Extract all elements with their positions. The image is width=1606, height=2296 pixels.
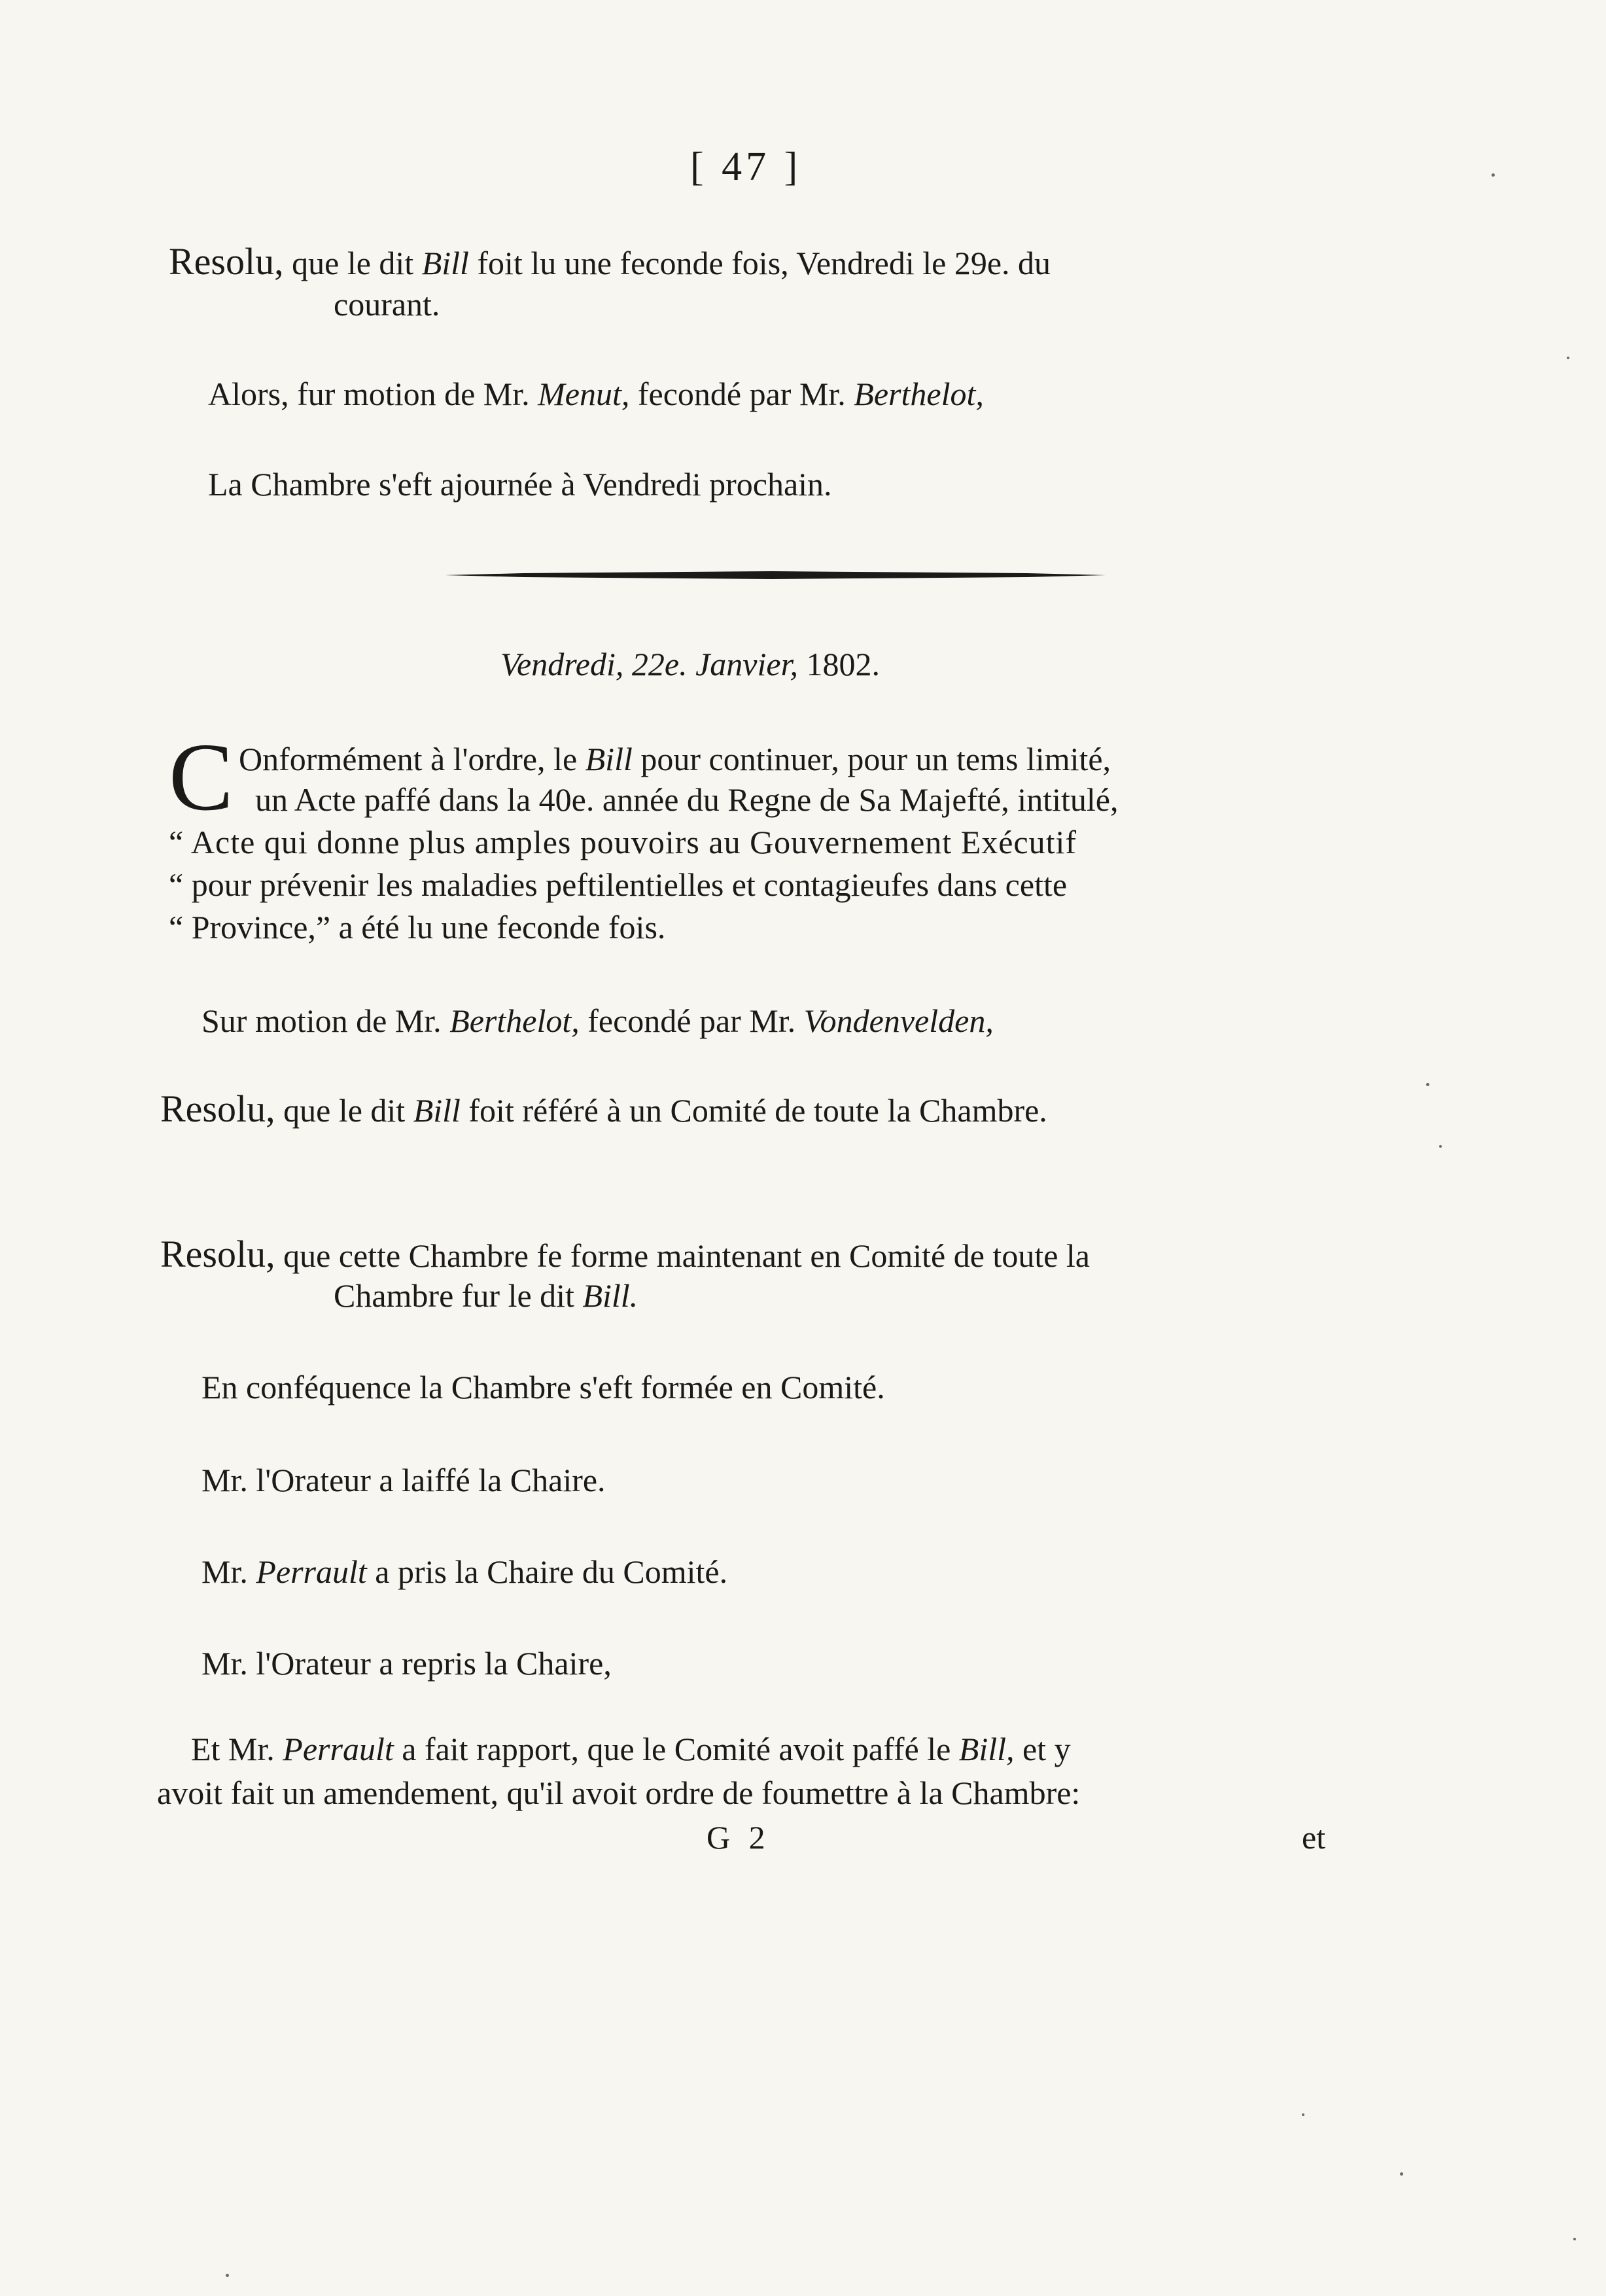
resolu-label: Resolu, bbox=[169, 240, 284, 283]
paper-speck bbox=[226, 2274, 229, 2277]
resolu-label: Resolu, bbox=[160, 1087, 275, 1130]
date-day: Vendredi, bbox=[500, 646, 624, 682]
resolution-2-text-b: foit référé à un Comité de toute la Chambre. bbox=[460, 1092, 1047, 1129]
resolution-2 bbox=[160, 1089, 1047, 1130]
report-line-2: avoit fait un amendement, qu'il avoit ordre de foumettre à la Chambre: bbox=[157, 1775, 1081, 1811]
paragraph-line-1-b: pour continuer, pour un tems limité, bbox=[632, 741, 1111, 777]
motion-1 bbox=[208, 374, 984, 414]
motion-2-text-b: fecondé par Mr. bbox=[579, 1002, 804, 1039]
paper-speck bbox=[1439, 1145, 1442, 1148]
mover-name: Berthelot, bbox=[449, 1002, 580, 1039]
bill-word: Bill bbox=[413, 1092, 461, 1129]
drop-cap: C bbox=[169, 724, 234, 831]
resolution-1-text-a: que le dit bbox=[292, 245, 422, 281]
motion-1-text-b: fecondé par Mr. bbox=[629, 376, 854, 412]
paragraph-line-1 bbox=[239, 739, 1111, 779]
resolu-label: Resolu, bbox=[160, 1233, 275, 1275]
seconder-name: Vondenvelden, bbox=[803, 1002, 994, 1039]
paper-speck bbox=[1567, 357, 1569, 359]
resolution-3-text-b: Chambre fur le dit bbox=[334, 1277, 583, 1314]
report-line-1-c: et y bbox=[1014, 1731, 1071, 1767]
paragraph-line-5: “ Province,” a été lu une feconde fois. bbox=[169, 909, 666, 945]
motion-2-text-a: Sur motion de Mr. bbox=[201, 1002, 450, 1039]
proceeding-2: Mr. l'Orateur a laiffé la Chaire. bbox=[201, 1462, 606, 1498]
reporter-name: Perrault bbox=[283, 1731, 394, 1767]
resolution-1 bbox=[169, 242, 1051, 283]
section-rule bbox=[445, 571, 1106, 580]
page-number: [ 47 ] bbox=[690, 145, 802, 189]
proceeding-3-b: a pris la Chaire du Comité. bbox=[366, 1553, 728, 1590]
paragraph-line-2: un Acte paffé dans la 40e. année du Regne de Sa Majefté, intitulé, bbox=[255, 781, 1119, 818]
seconder-name: Berthelot, bbox=[854, 376, 984, 412]
paper-speck bbox=[1426, 1083, 1429, 1086]
proceeding-1: En conféquence la Chambre s'eft formée en Comité. bbox=[201, 1369, 885, 1405]
resolution-3 bbox=[160, 1235, 1090, 1275]
bill-word: Bill bbox=[421, 245, 469, 281]
date-year: 1802. bbox=[797, 646, 880, 682]
paper-speck bbox=[1573, 2238, 1576, 2240]
paper-speck bbox=[1302, 2113, 1304, 2116]
resolution-2-text-a: que le dit bbox=[283, 1092, 413, 1129]
date-number: 22e. bbox=[623, 646, 696, 682]
date-month: Janvier, bbox=[695, 646, 798, 682]
bill-word: Bill bbox=[585, 741, 633, 777]
resolution-3-continued bbox=[334, 1276, 638, 1315]
paper-speck bbox=[1400, 2172, 1403, 2176]
paragraph-line-4: “ pour prévenir les maladies peftilentielles et contagieufes dans cette bbox=[169, 866, 1068, 903]
report-line-1-a: Et Mr. bbox=[191, 1731, 283, 1767]
resolution-1-text-b: foit lu une feconde fois, Vendredi le 29e. du bbox=[468, 245, 1051, 281]
proceeding-3 bbox=[201, 1552, 727, 1591]
chair-name: Perrault bbox=[256, 1553, 367, 1590]
resolution-3-text: que cette Chambre fe forme maintenant en Comité de toute la bbox=[283, 1237, 1090, 1274]
date-heading bbox=[500, 645, 880, 684]
resolution-1-continued: courant. bbox=[334, 286, 440, 323]
signature-mark: G 2 bbox=[707, 1819, 771, 1856]
bill-word: Bill, bbox=[958, 1731, 1015, 1767]
bill-word: Bill. bbox=[582, 1277, 638, 1314]
proceeding-3-a: Mr. bbox=[201, 1553, 256, 1590]
motion-2 bbox=[201, 1001, 994, 1040]
proceeding-4: Mr. l'Orateur a repris la Chaire, bbox=[201, 1645, 612, 1682]
paragraph-line-3: “ Acte qui donne plus amples pouvoirs au Gouvernement Exécutif bbox=[169, 824, 1077, 860]
report-line-1 bbox=[191, 1729, 1071, 1769]
mover-name: Menut, bbox=[538, 376, 630, 412]
motion-1-text-a: Alors, fur motion de Mr. bbox=[208, 376, 538, 412]
catchword: et bbox=[1302, 1819, 1326, 1856]
adjournment: La Chambre s'eft ajournée à Vendredi prochain. bbox=[208, 466, 832, 503]
paper-speck bbox=[1492, 173, 1495, 177]
paragraph-line-1-a: Onformément à l'ordre, le bbox=[239, 741, 585, 777]
report-line-1-b: a fait rapport, que le Comité avoit paffé le bbox=[393, 1731, 959, 1767]
